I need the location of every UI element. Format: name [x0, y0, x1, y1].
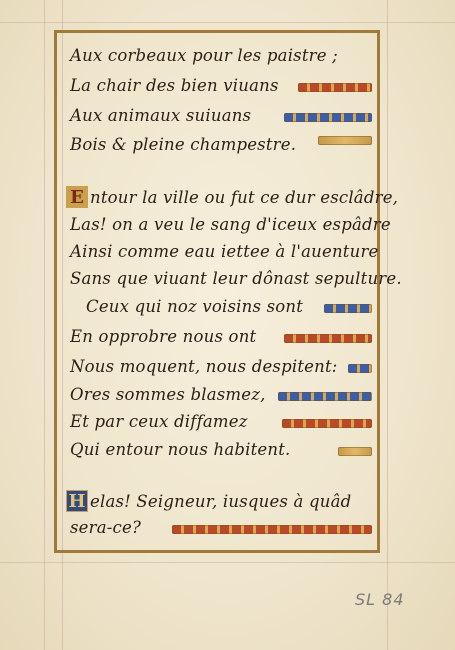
line-filler [318, 136, 372, 145]
ruling-line [44, 0, 45, 650]
verse-line: Bois & pleine champestre. [70, 135, 297, 154]
verse-line [90, 490, 351, 514]
line-filler [338, 447, 372, 456]
verse-line: Ores sommes blasmez, [70, 385, 266, 404]
ruling-line [0, 562, 455, 563]
verse-line: Nous moquent, nous despitent: [70, 357, 338, 376]
verse-line: La chair des bien viuans [70, 76, 279, 95]
verse-line: Sans que viuant leur dônast sepulture. [70, 269, 402, 288]
line-filler [284, 334, 372, 343]
verse-line: Ceux qui noz voisins sont [86, 297, 304, 316]
verse-line: Et par ceux diffamez [70, 412, 248, 431]
verse-line: Las! on a veu le sang d'iceux espâdre [70, 215, 391, 234]
illuminated-initial-H: H [66, 490, 88, 512]
line-filler [348, 364, 372, 373]
line-filler [278, 392, 372, 401]
line-filler [298, 83, 372, 92]
ruling-line [0, 22, 455, 23]
line-filler [324, 304, 372, 313]
line-filler [284, 113, 372, 122]
verse-text-after-initial: elas! Seigneur, iusques à quâd [90, 492, 352, 511]
verse-line: Aux animaux suiuans [70, 106, 252, 125]
shelfmark-note: SL 84 [355, 590, 405, 609]
ruling-line [387, 0, 388, 650]
illuminated-initial-E: E [66, 186, 88, 208]
line-filler [282, 419, 372, 428]
verse-line: Aux corbeaux pour les paistre ; [70, 46, 338, 65]
line-filler [172, 525, 372, 534]
verse-line: sera-ce? [70, 518, 141, 537]
verse-line [90, 186, 398, 210]
verse-line: Ainsi comme eau iettee à l'auenture [70, 242, 379, 261]
verse-text-after-initial: ntour la ville ou fut ce dur esclâdre, [90, 188, 399, 207]
verse-line: Qui entour nous habitent. [70, 440, 291, 459]
verse-line: En opprobre nous ont [70, 327, 257, 346]
